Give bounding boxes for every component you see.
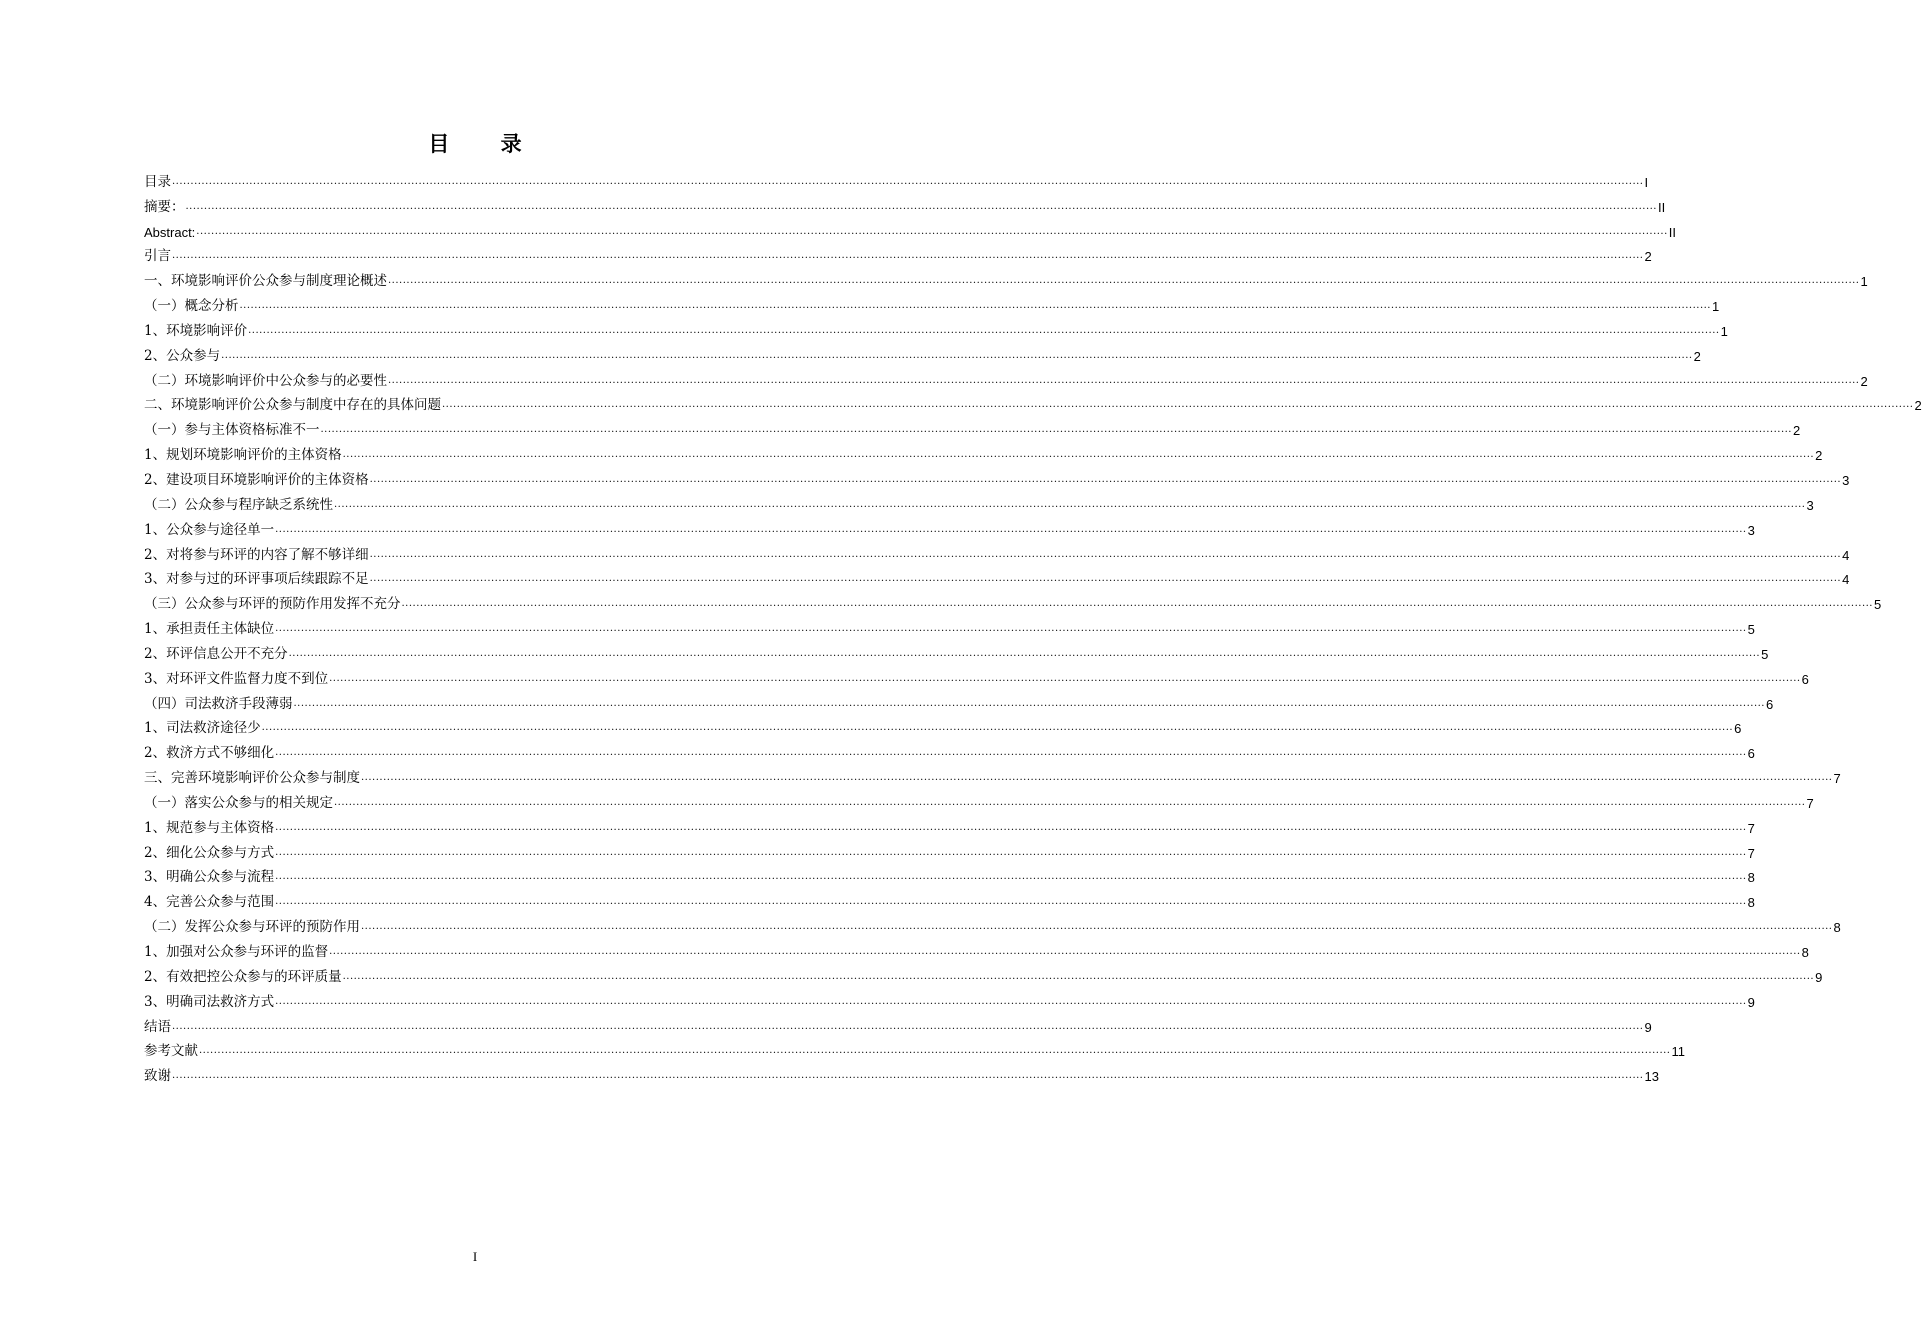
toc-dot-leader: ................................................................................................................................................................................................................................................................................................................................................................................................................ [388, 275, 1860, 287]
toc-dot-leader: ................................................................................................................................................................................................................................................................................................................................................................................................................ [275, 523, 1747, 535]
toc-entry-label: （三）公众参与环评的预防作用发挥不充分 [144, 596, 401, 613]
toc-entry-page: II [1668, 224, 1677, 240]
toc-entry-page: 3 [1842, 472, 1850, 488]
toc-entry-label: 二、环境影响评价公众参与制度中存在的具体问题 [144, 397, 441, 414]
toc-entry[interactable] [144, 762, 1841, 787]
toc-entry[interactable] [144, 638, 1769, 663]
toc-dot-leader: ................................................................................................................................................................................................................................................................................................................................................................................................................ [275, 995, 1747, 1007]
toc-entry-label: Abstract: [144, 224, 196, 240]
toc-entry-page: 11 [1671, 1044, 1685, 1060]
toc-entry[interactable] [144, 464, 1850, 489]
toc-entry-page: 1 [1860, 274, 1868, 290]
toc-entry-label: 1、规范参与主体资格 [144, 819, 275, 836]
toc-entry-page: 13 [1644, 1069, 1659, 1085]
toc-entry-label: 1、加强对公众参与环评的监督 [144, 944, 329, 960]
toc-dot-leader: ................................................................................................................................................................................................................................................................................................................................................................................................................ [275, 896, 1747, 908]
toc-entry-label: 2、公众参与 [144, 347, 221, 364]
toc-dot-leader: ................................................................................................................................................................................................................................................................................................................................................................................................................ [329, 672, 1801, 684]
toc-entry-page: 5 [1747, 622, 1755, 638]
toc-entry-label: 3、明确司法救济方式 [144, 993, 275, 1010]
toc-entry[interactable] [144, 265, 1868, 290]
toc-dot-leader: ................................................................................................................................................................................................................................................................................................................................................................................................................ [320, 424, 1792, 436]
toc-entry-label: （二）公众参与程序缺乏系统性 [144, 496, 333, 513]
toc-entry[interactable] [144, 315, 1728, 340]
toc-entry-page: 7 [1806, 795, 1814, 811]
toc-entry-label: 引言 [144, 248, 171, 265]
toc-entry-label: 3、对参与过的环评事项后续跟踪不足 [144, 571, 369, 588]
toc-entry-label: 2、有效把控公众参与的环评质量 [144, 968, 342, 985]
toc-entry-label: （二）环境影响评价中公众参与的必要性 [144, 372, 387, 389]
toc-entry-page: 6 [1747, 746, 1755, 762]
toc-entry[interactable] [144, 390, 1922, 415]
toc-dot-leader: ................................................................................................................................................................................................................................................................................................................................................................................................................ [361, 921, 1833, 933]
toc-entry[interactable] [144, 787, 1814, 812]
toc-entry[interactable] [144, 688, 1774, 713]
toc-entry-page: 2 [1860, 373, 1868, 389]
toc-dot-leader: ................................................................................................................................................................................................................................................................................................................................................................................................................ [172, 250, 1644, 262]
toc-dot-leader: ................................................................................................................................................................................................................................................................................................................................................................................................................ [172, 1020, 1644, 1032]
toc-entry-page: 9 [1815, 969, 1823, 985]
toc-entry[interactable] [144, 663, 1809, 688]
toc-entry-page: 7 [1747, 845, 1755, 861]
toc-entry[interactable] [144, 539, 1850, 564]
toc-entry-page: 6 [1734, 721, 1742, 737]
toc-dot-leader: ................................................................................................................................................................................................................................................................................................................................................................................................................ [172, 175, 1644, 187]
toc-dot-leader: ................................................................................................................................................................................................................................................................................................................................................................................................................ [401, 598, 1873, 610]
toc-entry[interactable] [144, 290, 1720, 315]
toc-entry[interactable] [144, 986, 1755, 1011]
toc-entry-page: 3 [1806, 497, 1814, 513]
toc-entry[interactable] [144, 564, 1850, 589]
toc-dot-leader: ................................................................................................................................................................................................................................................................................................................................................................................................................ [342, 970, 1815, 982]
toc-entry-page: 1 [1711, 299, 1720, 315]
page-number: I [472, 1249, 478, 1264]
toc-dot-leader: ................................................................................................................................................................................................................................................................................................................................................................................................................ [442, 399, 1914, 411]
toc-entry-page: 8 [1801, 945, 1809, 960]
toc-entry[interactable] [144, 862, 1755, 887]
toc-entry[interactable] [144, 961, 1823, 986]
toc-entry-label: 1、司法救济途径少 [144, 720, 261, 737]
toc-entry[interactable] [144, 886, 1755, 911]
toc-dot-leader: ................................................................................................................................................................................................................................................................................................................................................................................................................ [293, 697, 1765, 709]
toc-dot-leader: ................................................................................................................................................................................................................................................................................................................................................................................................................ [185, 200, 1657, 212]
toc-dot-leader: ................................................................................................................................................................................................................................................................................................................................................................................................................ [261, 722, 1734, 734]
toc-dot-leader: ................................................................................................................................................................................................................................................................................................................................................................................................................ [275, 846, 1747, 858]
toc-entry-label: 一、环境影响评价公众参与制度理论概述 [144, 273, 387, 290]
toc-entry[interactable] [144, 837, 1755, 862]
toc-entry-label: 3、明确公众参与流程 [144, 869, 275, 886]
toc-entry[interactable] [144, 216, 1677, 241]
toc-entry[interactable] [144, 439, 1823, 464]
toc-entry-label: 三、完善环境影响评价公众参与制度 [144, 770, 360, 787]
toc-entry[interactable] [144, 241, 1652, 266]
toc-dot-leader: ................................................................................................................................................................................................................................................................................................................................................................................................................ [329, 946, 1801, 957]
toc-entry-label: 2、救济方式不够细化 [144, 745, 275, 762]
toc-entry-label: （二）发挥公众参与环评的预防作用 [144, 919, 360, 936]
toc-entry-page: 5 [1873, 597, 1882, 613]
toc-dot-leader: ................................................................................................................................................................................................................................................................................................................................................................................................................ [369, 473, 1842, 485]
toc-entry-page: 2 [1644, 249, 1652, 265]
toc-entry-label: （一）参与主体资格标准不一 [144, 422, 320, 439]
toc-entry[interactable] [144, 613, 1755, 638]
toc-dot-leader: ................................................................................................................................................................................................................................................................................................................................................................................................................ [388, 374, 1860, 386]
toc-dot-leader: ................................................................................................................................................................................................................................................................................................................................................................................................................ [361, 772, 1833, 784]
table-of-contents [144, 166, 1922, 1085]
toc-entry-page: 5 [1761, 646, 1769, 662]
toc-entry-page: 9 [1747, 994, 1755, 1010]
toc-entry-label: （一）概念分析 [144, 298, 239, 315]
toc-entry[interactable] [144, 588, 1882, 613]
toc-dot-leader: ................................................................................................................................................................................................................................................................................................................................................................................................................ [342, 449, 1815, 461]
toc-dot-leader: ................................................................................................................................................................................................................................................................................................................................................................................................................ [334, 498, 1806, 510]
toc-entry-label: 结语 [144, 1018, 171, 1035]
toc-entry-page: 1 [1720, 323, 1728, 339]
toc-entry[interactable] [144, 1011, 1652, 1036]
toc-entry-label: 4、完善公众参与范围 [144, 894, 275, 911]
toc-entry-label: 2、对将参与环评的内容了解不够详细 [144, 546, 369, 563]
toc-entry-page: II [1657, 199, 1666, 215]
toc-dot-leader: ................................................................................................................................................................................................................................................................................................................................................................................................................ [275, 871, 1747, 883]
toc-entry-page: 8 [1747, 895, 1755, 911]
toc-dot-leader: ................................................................................................................................................................................................................................................................................................................................................................................................................ [275, 747, 1747, 759]
toc-dot-leader: ................................................................................................................................................................................................................................................................................................................................................................................................................ [172, 1070, 1644, 1082]
toc-entry[interactable] [144, 713, 1742, 738]
toc-dot-leader: ................................................................................................................................................................................................................................................................................................................................................................................................................ [221, 349, 1693, 361]
toc-entry-label: 1、承担责任主体缺位 [144, 621, 275, 638]
toc-entry-page: 8 [1747, 870, 1755, 886]
toc-entry-label: 2、环评信息公开不充分 [144, 645, 288, 662]
toc-entry-page: 2 [1792, 423, 1801, 439]
toc-dot-leader: ................................................................................................................................................................................................................................................................................................................................................................................................................ [369, 573, 1842, 585]
toc-entry[interactable] [144, 166, 1649, 191]
toc-entry-page: I [1644, 174, 1649, 190]
toc-entry[interactable] [144, 340, 1701, 365]
toc-entry[interactable] [144, 812, 1755, 837]
toc-entry-page: 2 [1815, 448, 1823, 464]
toc-entry-label: 摘要： [144, 198, 185, 215]
toc-entry-label: 2、建设项目环境影响评价的主体资格 [144, 471, 369, 488]
toc-entry-page: 6 [1801, 671, 1809, 687]
toc-entry[interactable] [144, 489, 1814, 514]
toc-entry-page: 7 [1747, 820, 1755, 836]
toc-entry-label: 1、环境影响评价 [144, 322, 248, 339]
toc-entry[interactable] [144, 737, 1755, 762]
toc-entry[interactable] [144, 1060, 1659, 1085]
toc-entry-page: 6 [1765, 696, 1774, 712]
toc-entry-label: 致谢 [144, 1068, 171, 1085]
toc-dot-leader: ................................................................................................................................................................................................................................................................................................................................................................................................................ [275, 821, 1747, 833]
toc-entry[interactable] [144, 414, 1801, 439]
toc-dot-leader: ................................................................................................................................................................................................................................................................................................................................................................................................................ [199, 1045, 1671, 1057]
toc-dot-leader: ................................................................................................................................................................................................................................................................................................................................................................................................................ [334, 796, 1806, 808]
toc-entry-page: 2 [1693, 348, 1701, 364]
toc-entry-label: 2、细化公众参与方式 [144, 844, 275, 861]
toc-entry[interactable] [144, 191, 1666, 216]
toc-entry-page: 3 [1747, 522, 1755, 538]
toc-entry[interactable] [144, 514, 1755, 539]
toc-dot-leader: ................................................................................................................................................................................................................................................................................................................................................................................................................ [239, 300, 1711, 312]
toc-entry-label: 参考文献 [144, 1043, 198, 1060]
toc-entry-label: （四）司法救济手段薄弱 [144, 695, 293, 712]
toc-dot-leader: ................................................................................................................................................................................................................................................................................................................................................................................................................ [248, 324, 1720, 336]
toc-dot-leader: ................................................................................................................................................................................................................................................................................................................................................................................................................ [288, 647, 1761, 659]
toc-entry[interactable] [144, 1036, 1685, 1061]
toc-dot-leader: ................................................................................................................................................................................................................................................................................................................................................................................................................ [275, 623, 1747, 635]
toc-entry-page: 7 [1833, 771, 1841, 787]
toc-entry-label: 3、对环评文件监督力度不到位 [144, 670, 329, 687]
toc-entry[interactable] [144, 936, 1809, 961]
toc-entry-label: 1、公众参与途径单一 [144, 521, 275, 538]
toc-dot-leader: ................................................................................................................................................................................................................................................................................................................................................................................................................ [196, 225, 1668, 237]
toc-title: 目 录 [428, 131, 544, 156]
toc-entry[interactable] [144, 365, 1868, 390]
toc-entry-page: 2 [1914, 398, 1922, 414]
toc-entry-page: 4 [1842, 572, 1850, 588]
toc-entry-label: 目录 [144, 173, 171, 190]
toc-entry-label: （一）落实公众参与的相关规定 [144, 794, 333, 811]
toc-entry-page: 4 [1842, 547, 1850, 563]
toc-entry[interactable] [144, 911, 1841, 936]
toc-entry-page: 8 [1833, 920, 1841, 936]
toc-dot-leader: ................................................................................................................................................................................................................................................................................................................................................................................................................ [369, 548, 1842, 560]
toc-entry-label: 1、规划环境影响评价的主体资格 [144, 447, 342, 464]
toc-entry-page: 9 [1644, 1019, 1652, 1035]
